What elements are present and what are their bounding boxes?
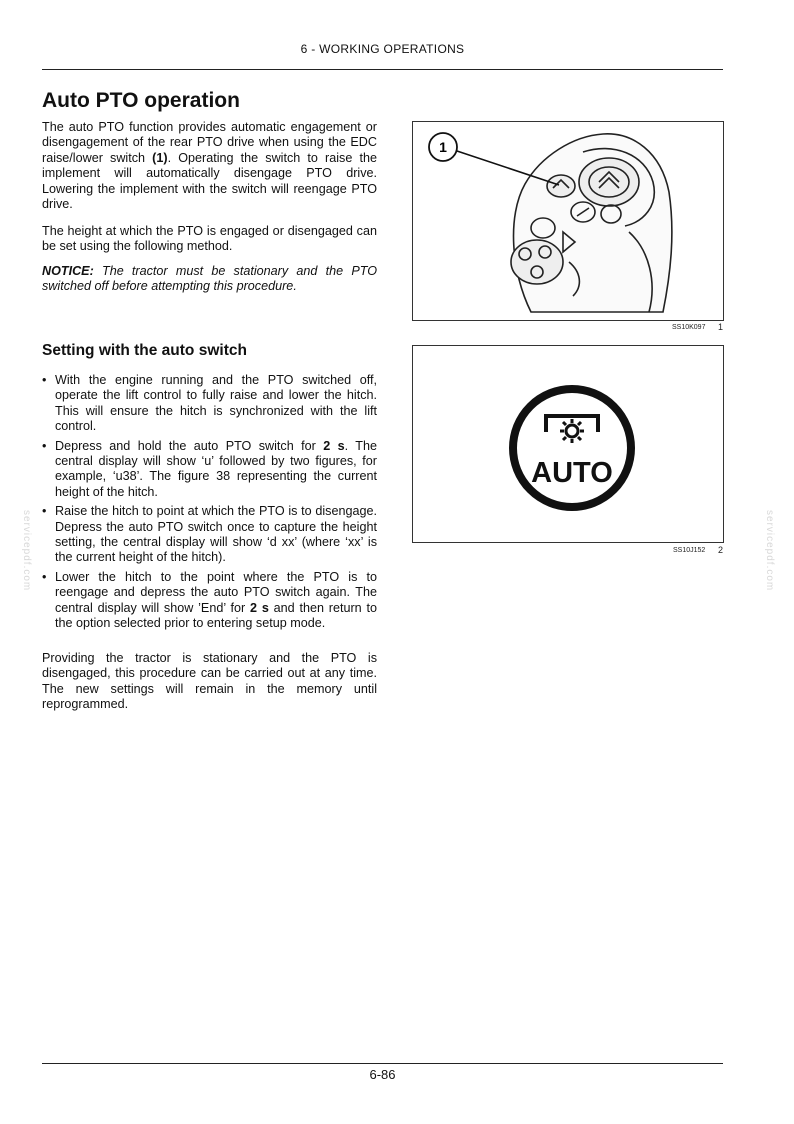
figure-edc-lever bbox=[412, 121, 724, 321]
watermark-left: servicepdf.com bbox=[21, 510, 32, 592]
figure1-code: SS10K097 bbox=[672, 324, 706, 331]
intro-reference: (1) bbox=[152, 150, 168, 165]
notice-paragraph bbox=[42, 264, 377, 295]
auto-label: AUTO bbox=[531, 457, 613, 489]
intro-text-1: The auto PTO function provides automatic engagement or disengagement of the rear PTO drive when using the EDC raise/lower switch bbox=[42, 120, 377, 165]
list-item-bold: 2 s bbox=[323, 438, 345, 453]
running-header: 6 - WORKING OPERATIONS bbox=[300, 42, 465, 56]
edc-lever-illustration bbox=[413, 122, 723, 320]
figure1-number: 1 bbox=[718, 322, 724, 332]
notice-label: NOTICE: bbox=[42, 264, 94, 278]
page-number: 6-86 bbox=[369, 1067, 396, 1082]
callout-number: 1 bbox=[439, 139, 447, 155]
closing-paragraph: Providing the tractor is stationary and the PTO is disengaged, this procedure can be carried out at any time. The new settings will remain in the memory until reprogrammed. bbox=[42, 651, 377, 712]
list-item-text: . The central display will show ‘u’ followed by two figures, for example, ‘u38’. The figure 38 representing the current height of the hitch. bbox=[55, 438, 377, 499]
list-item bbox=[42, 570, 377, 632]
list-item-text: Raise the hitch to point at which the PTO is to disengage. Depress the auto PTO switch once to capture the height setting, the central display will show ‘d xx’ (where ‘xx’ is the current height of the hitch). bbox=[55, 504, 377, 565]
page-title: Auto PTO operation bbox=[42, 89, 240, 112]
intro-text-2: . Operating the switch to raise the implement will automatically disengage PTO drive. Lowering the implement with the switch will reengage PTO drive. bbox=[42, 150, 377, 212]
bullet-icon: • bbox=[42, 504, 47, 519]
list-item-text: Depress and hold the auto PTO switch for bbox=[55, 438, 324, 453]
bullet-icon: • bbox=[42, 569, 47, 584]
list-item bbox=[42, 439, 377, 501]
list-item-text: Lower the hitch to the point where the PTO is to reengage and depress the auto PTO switch again. The central display will show ’End’ for bbox=[55, 569, 377, 615]
figure2-number: 2 bbox=[718, 545, 724, 555]
bullet-icon: • bbox=[42, 373, 47, 387]
list-item bbox=[42, 504, 377, 566]
notice-text: The tractor must be stationary and the PTO switched off before attempting this procedure. bbox=[42, 264, 377, 294]
figure-auto-switch bbox=[412, 345, 724, 543]
gear-icon bbox=[560, 419, 584, 443]
header-rule bbox=[42, 69, 723, 70]
procedure-list bbox=[42, 373, 377, 636]
list-item-bold: 2 s bbox=[250, 600, 269, 615]
auto-pto-switch-icon bbox=[413, 346, 723, 542]
watermark-right: servicepdf.com bbox=[764, 510, 775, 592]
list-item bbox=[42, 373, 377, 435]
height-paragraph: The height at which the PTO is engaged or disengaged can be set using the following method. bbox=[42, 224, 377, 254]
footer-rule bbox=[42, 1063, 723, 1064]
list-item-text: With the engine running and the PTO switched off, operate the lift control to fully raise and lower the hitch. This will ensure the hitch is synchronized with the lift control. bbox=[55, 373, 377, 434]
list-item-text: and then return to the option selected prior to entering setup mode. bbox=[55, 600, 377, 631]
intro-paragraph bbox=[42, 120, 377, 212]
figure2-code: SS10J152 bbox=[673, 547, 706, 554]
section-subheading: Setting with the auto switch bbox=[42, 342, 247, 359]
bullet-icon: • bbox=[42, 438, 47, 453]
